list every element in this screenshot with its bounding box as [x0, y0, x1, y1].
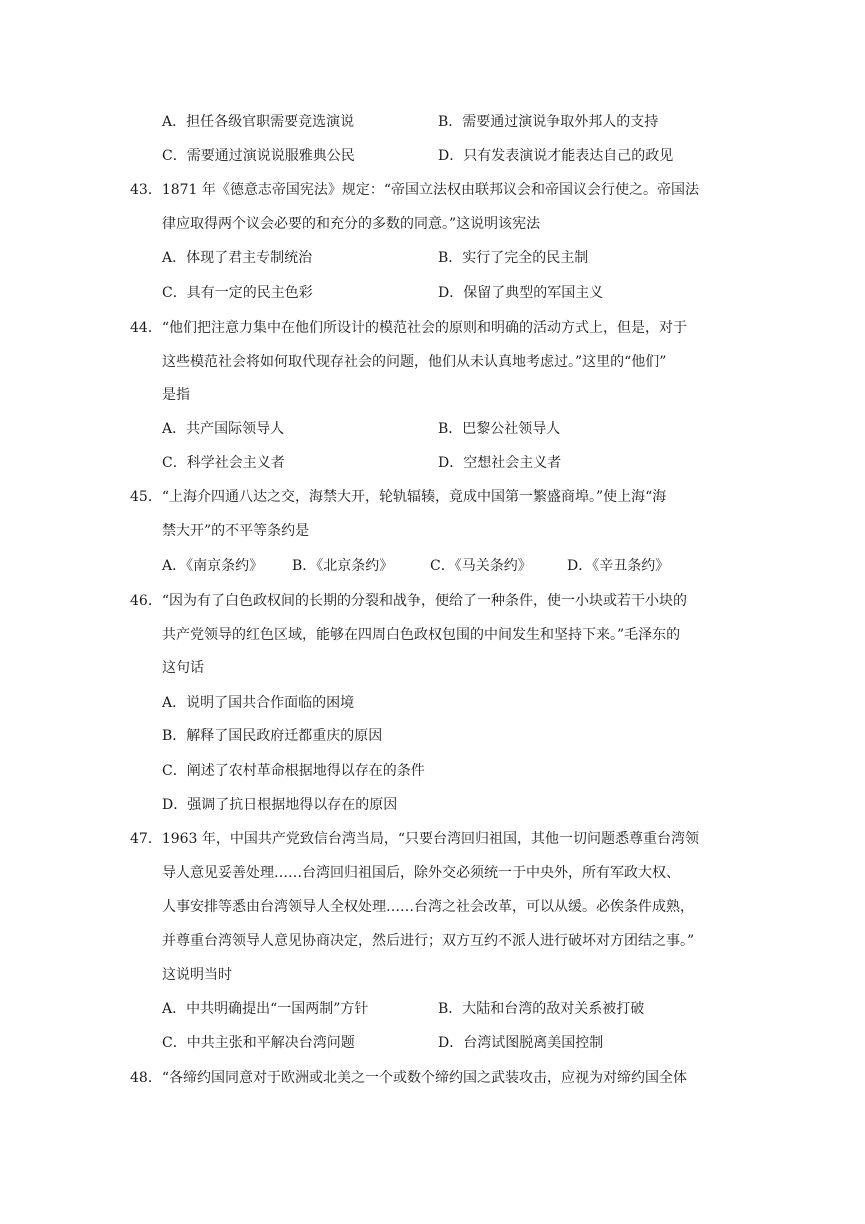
- question-stem-line: 禁大开”的不平等条约是: [162, 523, 310, 539]
- option-a: A．共产国际领导人: [162, 421, 285, 437]
- option-d: D．台湾试图脱离美国控制: [438, 1035, 604, 1051]
- question-stem-line: 是指: [162, 387, 190, 403]
- option-c: C．需要通过演说说服雅典公民: [162, 148, 355, 164]
- option-a: A．中共明确提出“一国两制”方针: [162, 1001, 369, 1017]
- question-stem-line: 律应取得两个议会必要的和充分的多数的同意。”这说明该宪法: [162, 216, 541, 232]
- option-c: C．阐述了农村革命根据地得以存在的条件: [162, 763, 425, 779]
- option-c: C．中共主张和平解决台湾问题: [162, 1035, 355, 1051]
- question-stem-line: 这说明当时: [162, 967, 232, 983]
- option-b: B．解释了国民政府迁都重庆的原因: [162, 728, 383, 744]
- option-d: D．强调了抗日根据地得以存在的原因: [162, 797, 398, 813]
- question-stem-line: 这句话: [162, 660, 204, 676]
- question-stem-line: 47．1963 年，中国共产党致信台湾当局，“只要台湾回归祖国，其他一切问题悉尊重台湾领: [130, 831, 700, 847]
- option-a: A．担任各级官职需要竞选演说: [162, 114, 355, 130]
- question-stem-line: 45．“上海介四通八达之交，海禁大开，轮轨辐辏，竟成中国第一繁盛商埠。”使上海“海: [130, 489, 667, 505]
- option-b: B．《北京条约》: [292, 558, 394, 574]
- option-d: D．空想社会主义者: [438, 455, 562, 471]
- option-a: A．体现了君主专制统治: [162, 250, 313, 266]
- option-a: A．说明了国共合作面临的困境: [162, 695, 355, 711]
- option-c: C．《马关条约》: [430, 558, 532, 574]
- option-d: D．只有发表演说才能表达自己的政见: [438, 148, 674, 164]
- question-stem-line: 48．“各缔约国同意对于欧洲或北美之一个或数个缔约国之武装攻击，应视为对缔约国全体: [130, 1070, 687, 1086]
- question-stem-line: 共产党领导的红色区域，能够在四周白色政权包围的中间发生和坚持下来。”毛泽东的: [162, 627, 681, 643]
- option-b: B．实行了完全的民主制: [438, 250, 589, 266]
- question-stem-line: 这些模范社会将如何取代现存社会的问题，他们从未认真地考虑过。”这里的“他们”: [162, 354, 667, 370]
- option-d: D．保留了典型的军国主义: [438, 285, 604, 301]
- option-b: B．巴黎公社领导人: [438, 421, 561, 437]
- question-stem-line: 并尊重台湾领导人意见协商决定，然后进行；双方互约不派人进行破坏对方团结之事。”: [162, 933, 695, 949]
- option-b: B．大陆和台湾的敌对关系被打破: [438, 1001, 645, 1017]
- option-a: A．《南京条约》: [162, 558, 264, 574]
- question-stem-line: 人事安排等悉由台湾领导人全权处理……台湾之社会改革，可以从缓。必俟条件成熟，: [162, 899, 694, 915]
- option-c: C．具有一定的民主色彩: [162, 285, 313, 301]
- question-stem-line: 46．“因为有了白色政权间的长期的分裂和战争，便给了一种条件，使一小块或若干小块的: [130, 593, 687, 609]
- option-b: B．需要通过演说争取外邦人的支持: [438, 114, 659, 130]
- question-stem-line: 43．1871 年《德意志帝国宪法》规定：“帝国立法权由联邦议会和帝国议会行使之。帝国法: [130, 182, 700, 198]
- question-stem-line: 导人意见妥善处理……台湾回归祖国后，除外交必须统一于中央外，所有军政大权、: [162, 865, 680, 881]
- question-stem-line: 44．“他们把注意力集中在他们所设计的模范社会的原则和明确的活动方式上，但是，对于: [130, 320, 687, 336]
- option-d: D．《辛丑条约》: [567, 558, 670, 574]
- option-c: C．科学社会主义者: [162, 455, 285, 471]
